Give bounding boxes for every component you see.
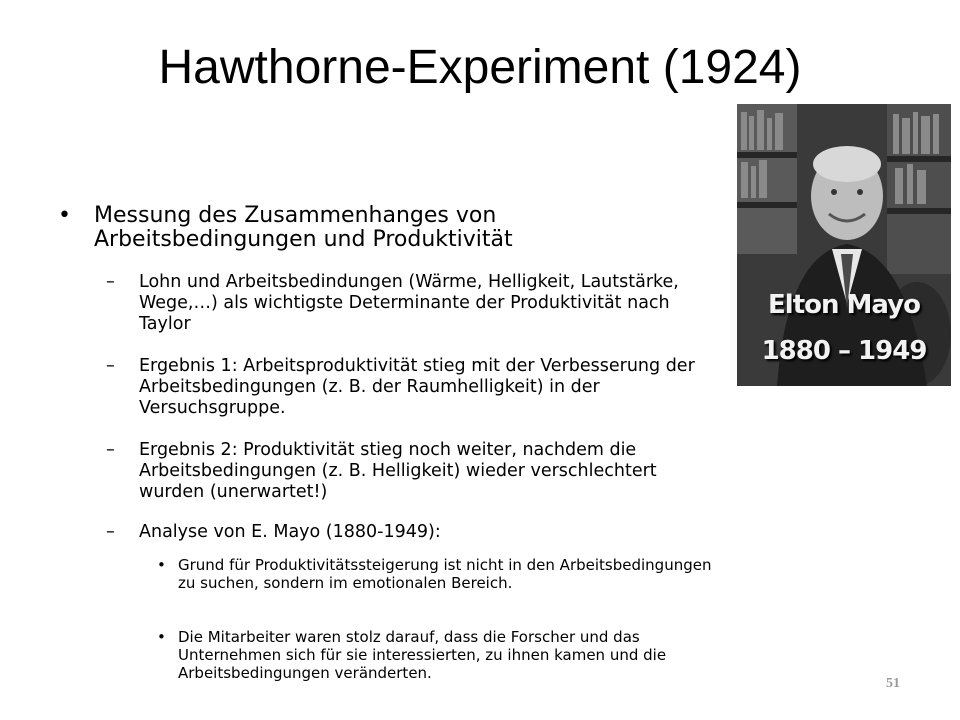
bullet-dot: • xyxy=(157,628,166,646)
dash-marker: – xyxy=(106,440,115,460)
page-number: 51 xyxy=(886,676,900,691)
slide-title: Hawthorne-Experiment (1924) xyxy=(158,41,802,94)
sub-item-1: Lohn und Arbeitsbedindungen (Wärme, Helligkeit, Lautstärke, Wege,…) als wichtigste Determinante der Produktivität nach Taylor xyxy=(139,272,679,334)
sub-item-2: Ergebnis 1: Arbeitsproduktivität stieg mit der Verbesserung der Arbeitsbedingungen (z. B. der Raumhelligkeit) in der Versuchsgruppe. xyxy=(139,356,695,418)
photo-caption-name: Elton Mayo xyxy=(768,290,920,320)
photo-caption-years: 1880 – 1949 xyxy=(761,336,927,366)
bullet-dot: • xyxy=(157,556,166,574)
sub-item-3: Ergebnis 2: Produktivität stieg noch weiter, nachdem die Arbeitsbedingungen (z. B. Helligkeit) wieder verschlechtert wurden (unerwartet!) xyxy=(139,440,657,502)
dash-marker: – xyxy=(106,356,115,376)
main-bullet-text: Messung des Zusammenhanges von Arbeitsbedingungen und Produktivität xyxy=(94,203,513,252)
sub-sub-item-2: Die Mitarbeiter waren stolz darauf, dass die Forscher und das Unternehmen sich für sie interessierten, zu ihnen kamen und die Arbeitsbedingungen veränderten. xyxy=(178,628,667,682)
portrait-photo xyxy=(737,104,951,386)
sub-sub-item-1: Grund für Produktivitätssteigerung ist nicht in den Arbeitsbedingungen zu suchen, sondern im emotionalen Bereich. xyxy=(178,556,712,592)
dash-marker: – xyxy=(106,272,115,292)
dash-marker: – xyxy=(106,522,115,542)
sub-item-4: Analyse von E. Mayo (1880-1949): xyxy=(139,522,441,542)
bullet-dot: • xyxy=(58,203,71,228)
